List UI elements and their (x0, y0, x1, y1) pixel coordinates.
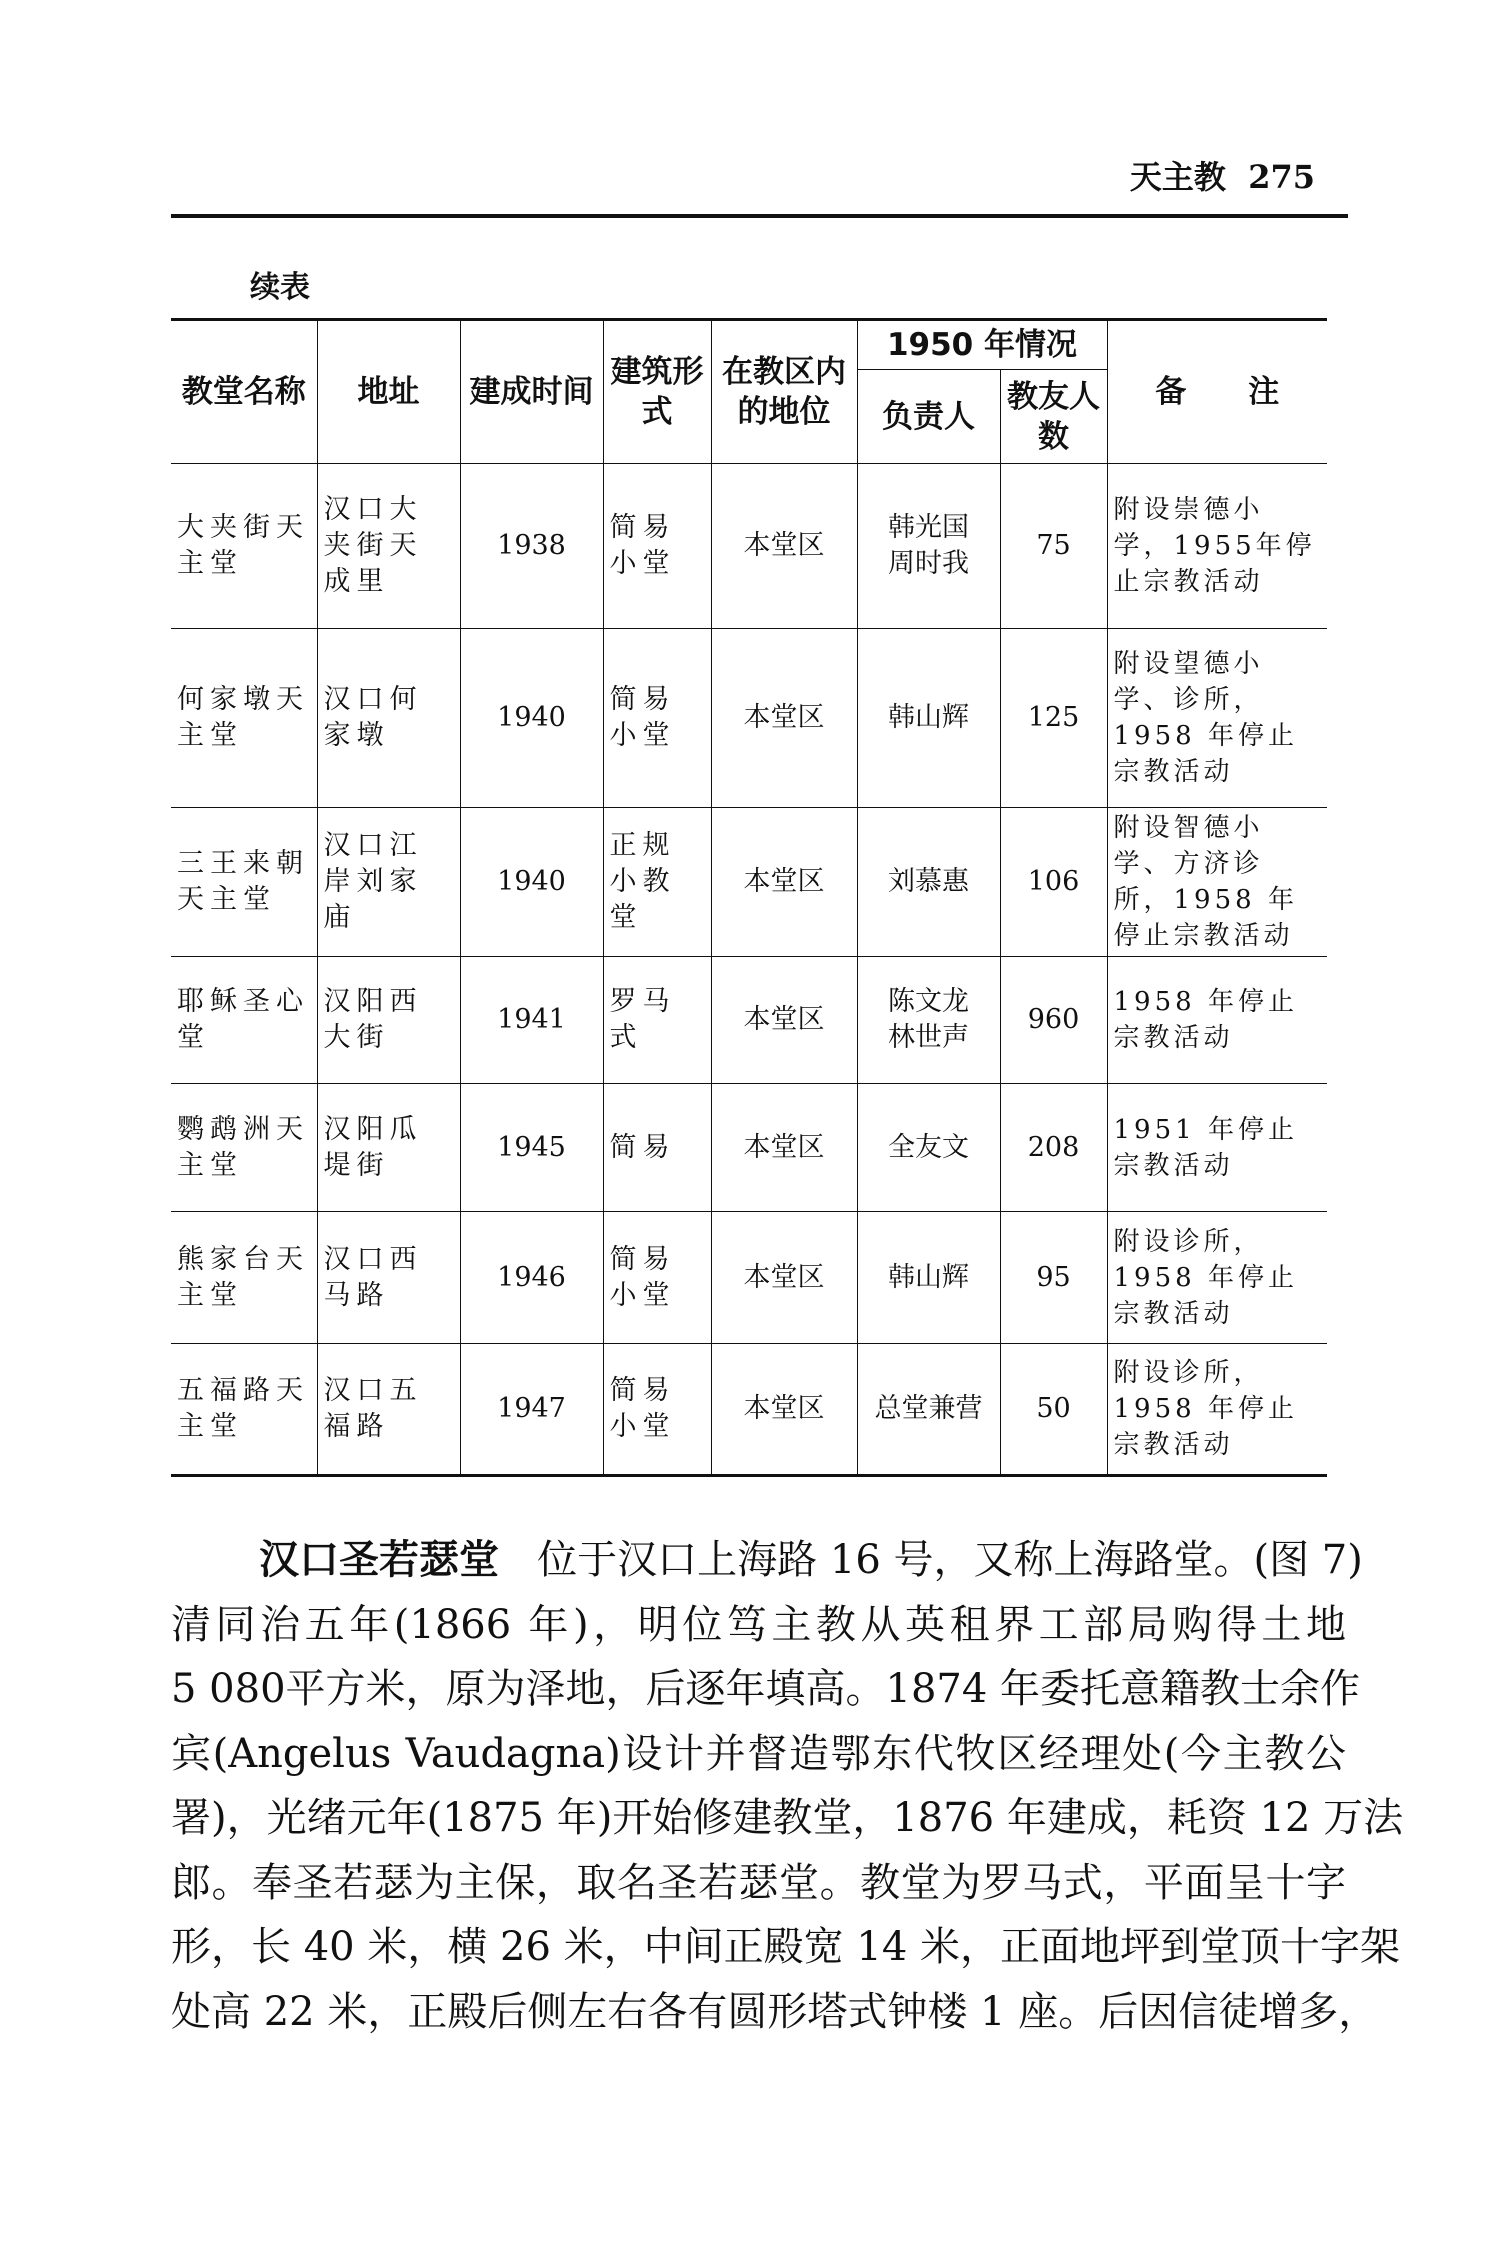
col-address: 地址 (317, 320, 460, 464)
cell-status: 本堂区 (711, 1344, 857, 1476)
cell-name: 大夹街天主堂 (171, 464, 317, 629)
cell-name: 熊家台天主堂 (171, 1212, 317, 1344)
church-table (171, 318, 1327, 1477)
cell-leader: 韩山辉 (857, 629, 1000, 808)
cell-address: 汉口五福路 (317, 1344, 460, 1476)
paragraph-line: 清同治五年(1866 年)，明位笃主教从英租界工部局购得土地 (171, 1601, 1346, 1648)
col-notes: 备 注 (1107, 320, 1327, 464)
cell-leader: 韩山辉 (857, 1212, 1000, 1344)
paragraph-line: 形，长 40 米，横 26 米，中间正殿宽 14 米，正面地坪到堂顶十字架 (171, 1924, 1400, 1970)
cell-built: 1940 (460, 629, 603, 808)
cell-built: 1941 (460, 957, 603, 1084)
cell-members: 960 (1000, 957, 1107, 1084)
cell-status: 本堂区 (711, 957, 857, 1084)
cell-leader: 陈文龙 林世声 (857, 957, 1000, 1084)
paragraph-line: 郎。奉圣若瑟为主保，取名圣若瑟堂。教堂为罗马式，平面呈十字 (171, 1859, 1346, 1906)
cell-notes: 附设崇德小学，1955年停止宗教活动 (1107, 464, 1327, 629)
cell-name: 鹦鹉洲天主堂 (171, 1084, 317, 1212)
table-row (171, 1344, 1327, 1476)
cell-style: 简易小堂 (603, 464, 711, 629)
cell-notes: 1951 年停止宗教活动 (1107, 1084, 1327, 1212)
cell-address: 汉口何家墩 (317, 629, 460, 808)
table-row (171, 629, 1327, 808)
paragraph-line: 处高 22 米，正殿后侧左右各有圆形塔式钟楼 1 座。后因信徒增多， (171, 1988, 1379, 2035)
cell-built: 1940 (460, 808, 603, 957)
col-group-1950: 1950 年情况 (857, 320, 1107, 370)
cell-status: 本堂区 (711, 1212, 857, 1344)
cell-members: 50 (1000, 1344, 1107, 1476)
table-row (171, 464, 1327, 629)
cell-status: 本堂区 (711, 629, 857, 808)
entry-heading: 汉口圣若瑟堂 (259, 1536, 499, 1583)
page-number: 275 (1248, 158, 1315, 196)
cell-leader: 韩光国 周时我 (857, 464, 1000, 629)
cell-leader: 刘慕惠 (857, 808, 1000, 957)
cell-name: 何家墩天主堂 (171, 629, 317, 808)
table-caption: 续表 (250, 270, 310, 305)
col-members: 教友人数 (1000, 370, 1107, 464)
table-row (171, 957, 1327, 1084)
body-paragraph (171, 1528, 1404, 2044)
cell-leader: 总堂兼营 (857, 1344, 1000, 1476)
section-title: 天主教 (1129, 158, 1226, 196)
cell-style: 罗马式 (603, 957, 711, 1084)
cell-status: 本堂区 (711, 464, 857, 629)
paragraph-line: 5 080平方米，原为泽地，后逐年填高。1874 年委托意籍教士余作 (171, 1666, 1361, 1712)
header-rule (171, 214, 1348, 218)
cell-notes: 附设诊所，1958 年停止宗教活动 (1107, 1212, 1327, 1344)
col-built: 建成时间 (460, 320, 603, 464)
cell-address: 汉阳西大街 (317, 957, 460, 1084)
cell-style: 正规小教堂 (603, 808, 711, 957)
cell-built: 1946 (460, 1212, 603, 1344)
paragraph-line: 署)，光绪元年(1875 年)开始修建教堂，1876 年建成，耗资 12 万法 (171, 1795, 1404, 1841)
cell-name: 五福路天主堂 (171, 1344, 317, 1476)
running-head (1100, 152, 1315, 198)
col-name: 教堂名称 (171, 320, 317, 464)
cell-address: 汉阳瓜堤街 (317, 1084, 460, 1212)
cell-members: 208 (1000, 1084, 1107, 1212)
cell-leader: 全友文 (857, 1084, 1000, 1212)
cell-members: 75 (1000, 464, 1107, 629)
cell-name: 三王来朝天主堂 (171, 808, 317, 957)
cell-built: 1947 (460, 1344, 603, 1476)
cell-built: 1938 (460, 464, 603, 629)
paragraph-line: 宾(Angelus Vaudagna)设计并督造鄂东代牧区经理处(今主教公 (171, 1730, 1346, 1777)
cell-notes: 附设望德小学、诊所，1958 年停止宗教活动 (1107, 629, 1327, 808)
col-leader: 负责人 (857, 370, 1000, 464)
table-row (171, 808, 1327, 957)
cell-style: 简易 (603, 1084, 711, 1212)
cell-notes: 1958 年停止宗教活动 (1107, 957, 1327, 1084)
cell-status: 本堂区 (711, 1084, 857, 1212)
cell-name: 耶稣圣心堂 (171, 957, 317, 1084)
table-row (171, 1212, 1327, 1344)
paragraph-line: 汉口圣若瑟堂 位于汉口上海路 16 号，又称上海路堂。(图 7) (259, 1536, 1363, 1583)
cell-members: 125 (1000, 629, 1107, 808)
cell-style: 简易小堂 (603, 1344, 711, 1476)
cell-status: 本堂区 (711, 808, 857, 957)
cell-address: 汉口大夹街天成里 (317, 464, 460, 629)
cell-members: 95 (1000, 1212, 1107, 1344)
cell-members: 106 (1000, 808, 1107, 957)
col-status: 在教区内的地位 (711, 320, 857, 464)
col-style: 建筑形式 (603, 320, 711, 464)
cell-notes: 附设智德小学、方济诊所，1958 年停止宗教活动 (1107, 808, 1327, 957)
cell-notes: 附设诊所，1958 年停止宗教活动 (1107, 1344, 1327, 1476)
table-row (171, 1084, 1327, 1212)
cell-built: 1945 (460, 1084, 603, 1212)
cell-style: 简易小堂 (603, 1212, 711, 1344)
cell-address: 汉口江岸刘家庙 (317, 808, 460, 957)
cell-style: 简易小堂 (603, 629, 711, 808)
cell-address: 汉口西马路 (317, 1212, 460, 1344)
